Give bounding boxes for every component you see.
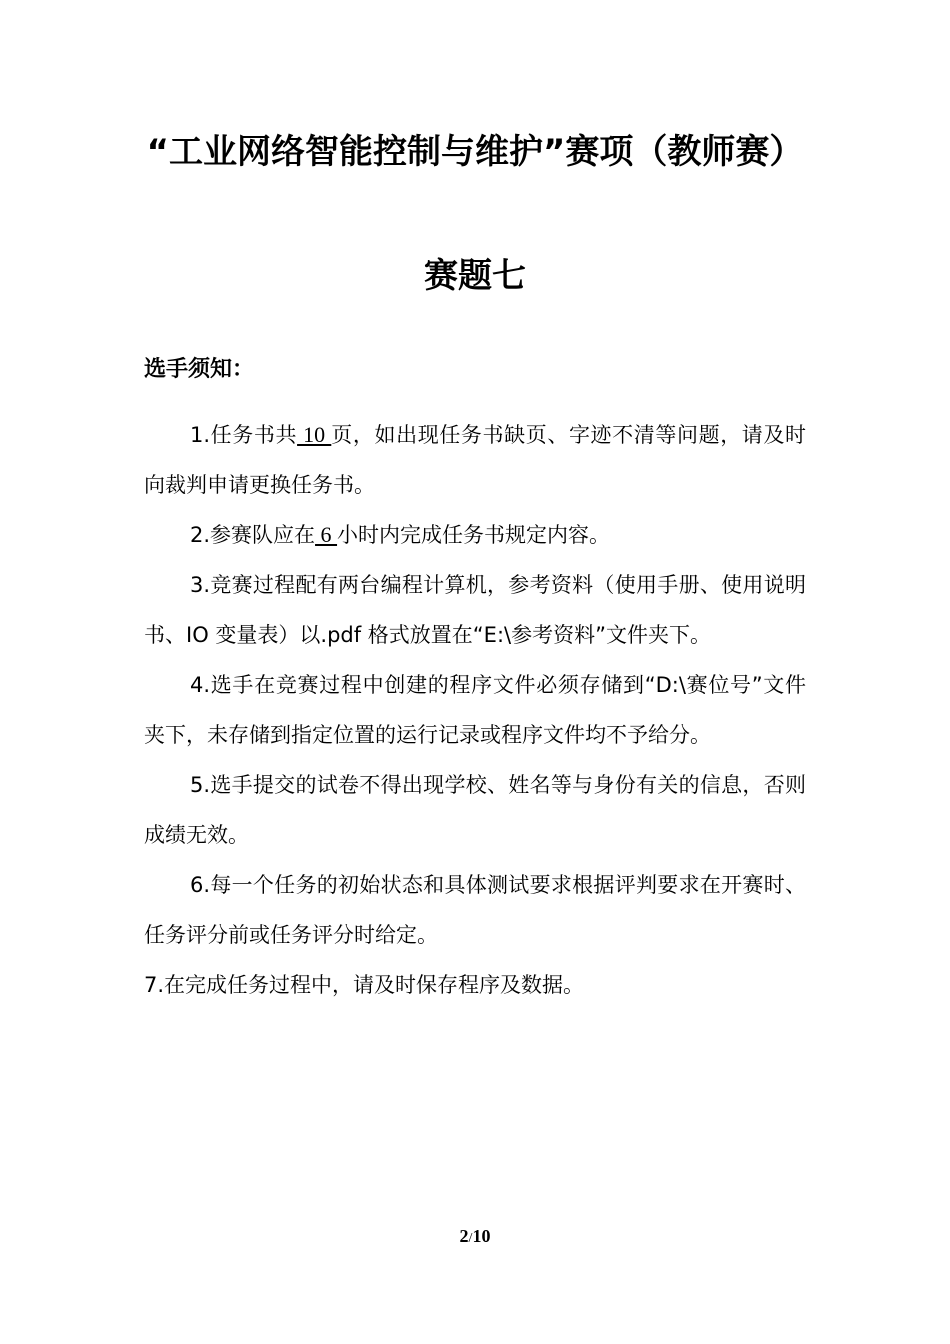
hours-value: 6 [315,522,338,547]
page-count-value: 10 [297,422,332,447]
page-number-separator: / [468,1231,473,1246]
notice-list [144,410,806,1010]
notice-heading: 选手须知： [144,357,255,382]
current-page-number: 2 [459,1226,469,1246]
notice-item-2 [144,510,806,560]
notice-item-3: 3.竞赛过程配有两台编程计算机，参考资料（使用手册、使用说明书、IO 变量表）以.pdf 格式放置在“E:\参考资料”文件夹下。 [144,573,806,647]
notice-item-6: 6.每一个任务的初始状态和具体测试要求根据评判要求在开赛时、任务评分前或任务评分时给定。 [144,873,806,947]
notice-item-1-suffix: 页，如出现任务书缺页、字迹不清等问题，请及时向裁判申请更换任务书。 [144,423,807,497]
notice-item-1-prefix: 1.任务书共 [190,423,298,447]
notice-item-1 [144,410,806,510]
document-subtitle: 赛题七 [424,256,526,296]
page-number [0,1226,950,1247]
notice-item-4: 4.选手在竞赛过程中创建的程序文件必须存储到“D:\赛位号”文件夹下，未存储到指定位置的运行记录或程序文件均不予给分。 [144,673,806,747]
document-title: “工业网络智能控制与维护”赛项（教师赛） [146,132,804,172]
total-page-number: 10 [472,1226,491,1246]
notice-item-5: 5.选手提交的试卷不得出现学校、姓名等与身份有关的信息，否则成绩无效。 [144,773,806,847]
notice-item-7: 7.在完成任务过程中，请及时保存程序及数据。 [144,973,585,997]
notice-item-2-prefix: 2.参赛队应在 [190,523,316,547]
notice-item-2-suffix: 小时内完成任务书规定内容。 [337,523,611,547]
